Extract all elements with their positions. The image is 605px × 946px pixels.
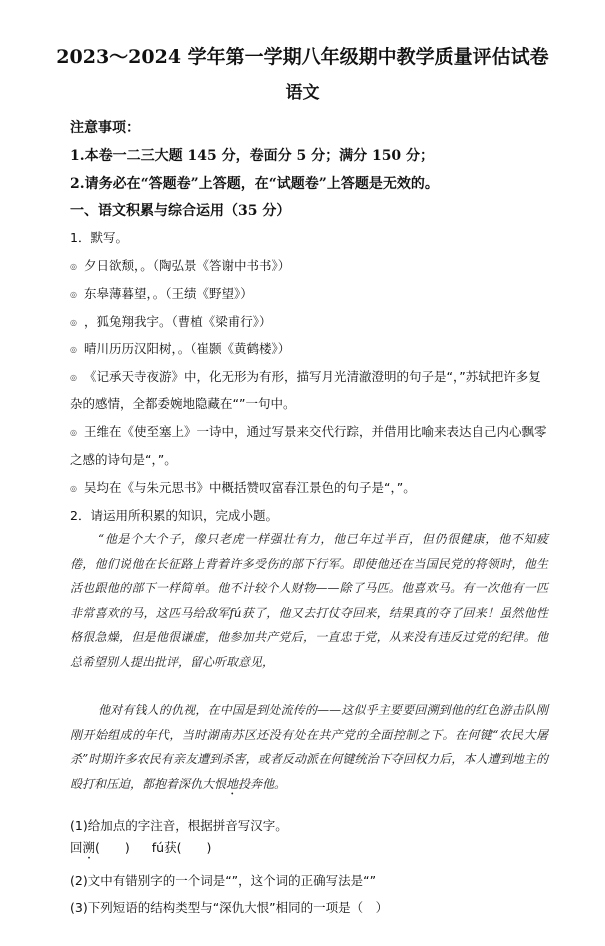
dictation-item-5-line-2: 杂的感情，全都委婉地隐藏在“”一句中。 [70,396,296,411]
dictation-item-7: ◎ 吴均在《与朱元思书》中概括赞叹富春江景色的句子是“，”。 [70,480,416,495]
dictation-item: ◎ 晴川历历汉阳树，。（崔颢《黄鹤楼》） [70,341,291,356]
subquestion-1: (1)给加点的字注音，根据拼音写汉字。 [70,818,288,833]
bullet-icon: ◎ [70,345,77,354]
bullet-icon: ◎ [70,318,77,327]
notice-item-1: 1.本卷一二三大题 145 分，卷面分 5 分；满分 150 分； [70,148,435,164]
subquestion-2: (2)文中有错别字的一个词是“”，这个词的正确写法是“” [70,873,377,888]
notice-item-2: 2.请务必在“答题卷”上答题，在“试题卷”上答题是无效的。 [70,176,439,192]
reading-passage-1: “他是个大个子，像只老虎一样强壮有力，他已年过半百，但仍很健康，他不知疲倦，他们说他在长征路上背着许多受伤的部下行军。即使他还在当国民党的将领时，他生活也跟他的部下一样简单。他不计较个人财物——除了马匹。他喜欢马。有一次他有一匹非常喜欢的马，这匹马给敌军fú获了，他又去打仗夺回来，结果真的夺了回来！虽然他性格很急燥，但是他很谦虚，他参加共产党后，一直忠于党，从来没有违反过党的纪律。他总希望别人提出批评，留心听取意见， [70,532,548,669]
answer-blank[interactable]: ( ) [176,840,212,855]
reading-passage-2: 他对有钱人的仇视，在中国是到处流传的——这似乎主要要回溯到他的红色游击队刚刚开始组成的年代，当时湖南苏区还没有处在共产党的全面控制之下。在何键“农民大屠杀”时期许多农民有亲友遭到杀害，或者反动派在何键统治下夺回权力后，本人遭到地主的殴打和压迫，都抱着深仇大恨地投奔他。 [70,703,548,791]
exam-title: 2023～2024 学年第一学期八年级期中教学质量评估试卷 [56,46,549,68]
dictation-item: ◎ 夕日欲颓，。（陶弘景《答谢中书书》） [70,258,291,273]
dictation-item-6-line-1: ◎ 王维在《使至塞上》一诗中，通过写景来交代行踪，并借用比喻来表达自己内心飘零 [70,424,547,439]
dictation-item-6-line-2: 之感的诗句是“，”。 [70,452,177,467]
bullet-icon: ◎ [70,290,77,299]
bullet-icon: ◎ [70,484,77,493]
question-2-stem: 2．请运用所积累的知识，完成小题。 [70,508,278,523]
subquestion-3: (3)下列短语的结构类型与“深仇大恨”相同的一项是（ ） [70,900,389,915]
bullet-icon: ◎ [70,262,77,271]
dictation-item-5-line-1: ◎ 《记承天寺夜游》中，化无形为有形，描写月光清澈澄明的句子是“，”苏轼把许多复 [70,369,541,384]
subquestion-1-blanks: 回溯( ) fú获( ) [70,840,212,855]
answer-blank[interactable]: ( ) [95,840,130,855]
dictation-item: ◎ ，狐兔翔我宇。（曹植《梁甫行》） [70,314,272,329]
dotted-word: 地 [226,776,239,791]
bullet-icon: ◎ [70,428,77,437]
dotted-character: 溯 [82,840,96,855]
section-heading: 一、语文积累与综合运用（35 分） [70,203,291,219]
dictation-item: ◎ 东皋薄暮望，。（王绩《野望》） [70,286,253,301]
bullet-icon: ◎ [70,373,77,382]
notice-heading: 注意事项： [70,120,140,136]
question-1-stem: 1．默写。 [70,230,128,245]
subject-title: 语文 [285,83,320,103]
